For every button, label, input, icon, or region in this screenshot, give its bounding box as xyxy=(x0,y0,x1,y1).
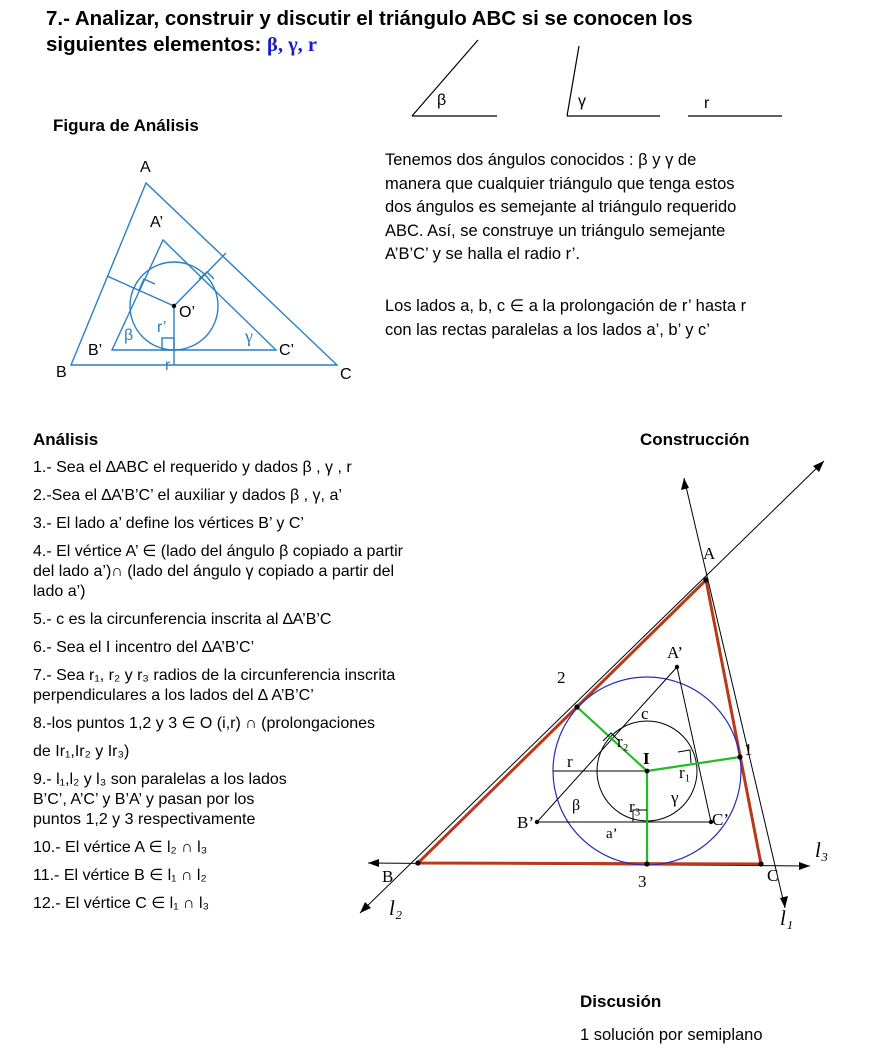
label-vertex-a: A xyxy=(140,159,151,176)
dot-vertex-c xyxy=(758,861,763,866)
description-2-line: Los lados a, b, c ∈ a la prolongación de r’ hasta r xyxy=(385,297,747,315)
construction-label-b: B xyxy=(382,867,394,886)
construction-label-a-prime-side: a’ xyxy=(606,826,618,842)
step-line: lado a’) xyxy=(33,583,86,600)
label-vertex-a-prime: A’ xyxy=(150,214,164,231)
dot-point-1 xyxy=(737,754,742,759)
discussion-text: 1 solución por semiplano xyxy=(580,1026,763,1044)
discussion-heading: Discusión xyxy=(580,992,662,1011)
arrow-l3-right xyxy=(799,862,810,870)
step-line: 6.- Sea el I incentro del ∆A’B’C’ xyxy=(33,639,255,656)
step-line: de Ir₁,Ir₂ y Ir₃) xyxy=(33,743,130,760)
construction-label-c: C xyxy=(767,866,779,885)
step-line: 12.- El vértice C ∈ l₁ ∩ l₃ xyxy=(33,895,210,912)
step-line: 3.- El lado a’ define los vértices B’ y C’ xyxy=(33,515,304,532)
construction-label-r1: r₁ xyxy=(679,763,691,782)
construction-label-l3: l₃ xyxy=(815,838,829,862)
construction-label-gamma: γ xyxy=(671,788,679,807)
step-line: 5.- c es la circunferencia inscrita al ∆A’B’C xyxy=(33,611,332,628)
description-1-line: ABC. Así, se construye un triángulo semejante xyxy=(385,221,726,240)
right-angle-mark-r1 xyxy=(678,750,691,763)
dot-point-2 xyxy=(574,704,579,709)
construction-label-point-1: 1 xyxy=(744,740,753,759)
description-2-line: con las rectas paralelas a los lados a’, b’ y c’ xyxy=(385,320,710,339)
label-r-prime: r’ xyxy=(157,319,167,336)
radius-to-point-2 xyxy=(577,707,647,771)
label-r: r xyxy=(165,357,171,374)
label-vertex-b: B xyxy=(56,364,67,381)
dot-vertex-a xyxy=(703,577,708,582)
analysis-heading: Análisis xyxy=(33,430,99,449)
construction-label-a: A xyxy=(703,544,716,563)
step-line: 11.- El vértice B ∈ l₁ ∩ l₂ xyxy=(33,867,207,884)
construction-heading: Construcción xyxy=(640,430,750,449)
title-line-2-prefix: siguientes elementos: xyxy=(46,33,268,56)
dot-b-prime xyxy=(535,820,539,824)
construction-label-point-3: 3 xyxy=(638,872,647,891)
title-greek-elements: β, γ, r xyxy=(267,34,318,56)
arrow-l1-top xyxy=(681,478,689,490)
description-1-line: Tenemos dos ángulos conocidos : β y γ de xyxy=(385,151,697,169)
step-line: 10.- El vértice A ∈ l₂ ∩ l₃ xyxy=(33,839,208,856)
gamma-sample-label: γ xyxy=(578,93,586,110)
construction-label-r3: r₃ xyxy=(629,797,641,816)
r-sample-label: r xyxy=(704,95,710,112)
step-line: del lado a’)∩ (lado del ángulo γ copiado a partir del xyxy=(33,563,395,580)
step-line: 8.-los puntos 1,2 y 3 ∈ O (i,r) ∩ (prolongaciones xyxy=(33,715,376,732)
step-line: puntos 1,2 y 3 respectivamente xyxy=(33,811,256,828)
dot-a-prime xyxy=(675,665,679,669)
construction-label-beta: β xyxy=(572,797,581,814)
dot-incenter-i xyxy=(645,769,650,774)
arrow-l3-left xyxy=(368,859,379,867)
label-vertex-b-prime: B’ xyxy=(88,342,103,359)
step-line: 1.- Sea el ∆ABC el requerido y dados β , γ , r xyxy=(33,459,352,476)
dot-vertex-b xyxy=(415,860,420,865)
step-line: B’C’, A’C’ y B’A’ y pasan por los xyxy=(33,791,255,808)
description-1-line: A’B’C’ y se halla el radio r’. xyxy=(385,245,581,263)
description-1-line: dos ángulos es semejante al triángulo requerido xyxy=(385,198,737,216)
dot-point-3 xyxy=(644,861,649,866)
beta-sample-label: β xyxy=(437,92,447,109)
step-line: 9.- l₁,l₂ y l₃ son paralelas a los lados xyxy=(33,771,287,788)
title-line-1: 7.- Analizar, construir y discutir el triángulo ABC si se conocen los xyxy=(46,7,693,30)
description-1-line: manera que cualquier triángulo que tenga estos xyxy=(385,174,735,193)
line-l2 xyxy=(360,461,824,913)
label-vertex-c-prime: C’ xyxy=(279,342,295,359)
step-line: 2.-Sea el ∆A’B’C’ el auxiliar y dados β , γ, a’ xyxy=(33,487,342,504)
construction-label-l2: l₂ xyxy=(389,896,403,920)
construction-label-point-2: 2 xyxy=(557,668,566,687)
radius-to-point-1 xyxy=(647,757,740,771)
step-line: perpendiculares a los lados del ∆ A’B’C’ xyxy=(33,687,314,704)
construction-label-c-prime: C’ xyxy=(712,810,729,829)
analysis-figure-heading: Figura de Análisis xyxy=(53,116,199,135)
label-incenter-o-prime: O’ xyxy=(179,304,195,321)
construction-label-incenter-i: I xyxy=(643,749,650,768)
label-vertex-c: C xyxy=(340,366,352,383)
step-line: 4.- El vértice A’ ∈ (lado del ángulo β copiado a partir xyxy=(33,543,403,560)
label-gamma-angle: γ xyxy=(245,326,253,346)
construction-label-r: r xyxy=(567,752,573,771)
label-beta-angle: β xyxy=(124,327,134,344)
construction-label-l1: l₁ xyxy=(780,906,794,930)
step-line: 7.- Sea r₁, r₂ y r₃ radios de la circunferencia inscrita xyxy=(33,667,396,684)
construction-label-circle-c: c xyxy=(641,704,649,723)
construction-label-b-prime: B’ xyxy=(517,813,534,832)
construction-label-r2: r₂ xyxy=(617,732,629,751)
construction-label-a-prime: A’ xyxy=(667,643,684,662)
